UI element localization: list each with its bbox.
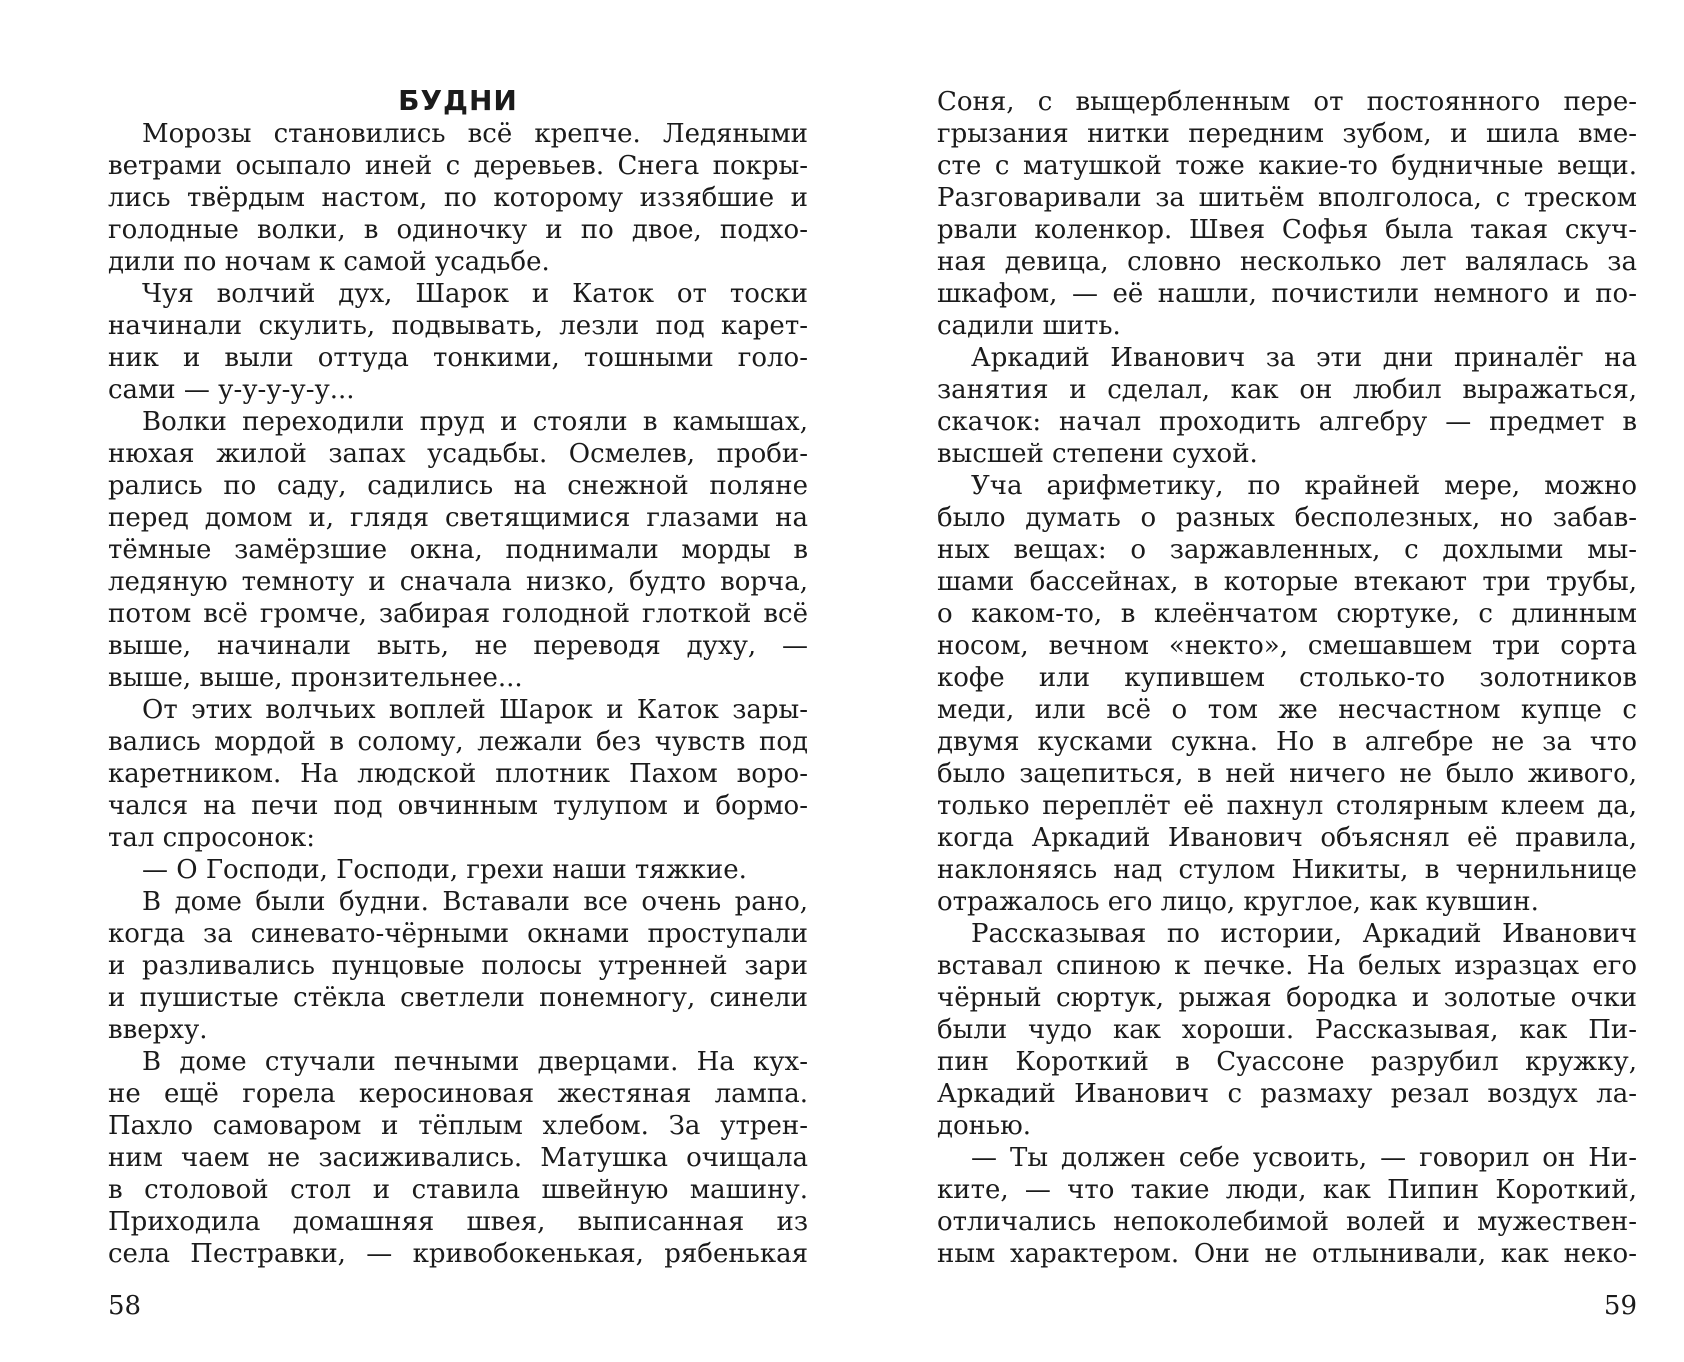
text-line: — О Господи, Господи, грехи наши тяжкие. (142, 855, 747, 885)
left-page-text (108, 118, 808, 1270)
text-line: Пахло самоваром и тёплым хлебом. За утрен- (108, 1111, 808, 1141)
text-line: шами бассейнах, в которые втекают три трубы, (937, 567, 1637, 597)
text-line: Приходила домашняя швея, выписанная из (108, 1207, 808, 1237)
text-line: меди, или всё о том же несчастном купце с (937, 695, 1637, 725)
text-line: рались по саду, садились на снежной поляне (108, 471, 808, 501)
text-line: Разговаривали за шитьём вполголоса, с треском (937, 183, 1637, 213)
text-line: лись твёрдым настом, по которому иззябшие и (108, 183, 808, 213)
text-line: ките, — что такие люди, как Пипин Короткий, (937, 1175, 1637, 1205)
text-line: в столовой стол и ставила швейную машину. (108, 1175, 808, 1205)
text-line: вверху. (108, 1015, 208, 1045)
text-line: наклоняясь над стулом Никиты, в чернильнице (937, 855, 1637, 885)
text-line: носом, вечном «некто», смешавшем три сорта (937, 631, 1637, 661)
text-line: нюхая жилой запах усадьбы. Осмелев, проби- (108, 439, 808, 469)
text-line: чёрный сюртук, рыжая бородка и золотые очки (937, 983, 1637, 1013)
text-line: ветрами осыпало иней с деревьев. Снега покры- (108, 151, 808, 181)
text-line: рвали коленкор. Швея Софья была такая скуч- (937, 215, 1637, 245)
left-page (108, 0, 808, 1362)
text-line: сте с матушкой тоже какие-то будничные вещи. (937, 151, 1637, 181)
text-line: Рассказывая по истории, Аркадий Иванович (971, 919, 1637, 949)
text-line: когда Аркадий Иванович объяснял её правила, (937, 823, 1637, 853)
text-line: каретником. На людской плотник Пахом воро- (108, 759, 808, 789)
text-line: только переплёт её пахнул столярным клеем да, (937, 791, 1637, 821)
text-line: Волки переходили пруд и стояли в камышах, (142, 407, 808, 437)
text-line: сами — у-у-у-у-у... (108, 375, 355, 405)
text-line: было зацепиться, в ней ничего не было живого, (937, 759, 1637, 789)
text-line: тёмные замёрзшие окна, поднимали морды в (108, 535, 808, 565)
page-number-right: 59 (1603, 1291, 1637, 1321)
chapter-title: БУДНИ (398, 84, 518, 117)
text-line: и пушистые стёкла светлели понемногу, синели (108, 983, 808, 1013)
text-line: вставал спиною к печке. На белых изразцах его (937, 951, 1637, 981)
text-line: выше, начинали выть, не переводя духу, — (108, 631, 808, 661)
text-line: двумя кусками сукна. Но в алгебре не за что (937, 727, 1637, 757)
text-line: ним чаем не засиживались. Матушка очищала (108, 1143, 808, 1173)
right-page-text (937, 86, 1637, 1270)
text-line: когда за синевато-чёрными окнами проступали (108, 919, 808, 949)
text-line: ная девица, словно несколько лет валялась за (937, 247, 1637, 277)
right-page (937, 0, 1637, 1362)
text-line: не ещё горела керосиновая жестяная лампа. (108, 1079, 808, 1109)
text-line: пин Короткий в Суассоне разрубил кружку, (937, 1047, 1637, 1077)
text-line: чался на печи под овчинным тулупом и бормо- (108, 791, 808, 821)
text-line: было думать о разных бесполезных, но забав- (937, 503, 1637, 533)
text-line: выше, выше, пронзительнее... (108, 663, 523, 693)
text-line: Соня, с выщербленным от постоянного пере- (937, 87, 1637, 117)
text-line: ник и выли оттуда тонкими, тошными голо- (108, 343, 808, 373)
text-line: Аркадий Иванович за эти дни приналёг на (971, 343, 1637, 373)
text-line: скачок: начал проходить алгебру — предмет в (937, 407, 1637, 437)
text-line: ным характером. Они не отлынивали, как неко- (937, 1239, 1637, 1269)
text-line: ных вещах: о заржавленных, с дохлыми мы- (937, 535, 1637, 565)
text-line: села Пестравки, — кривобокенькая, рябенькая (108, 1239, 808, 1269)
text-line: занятия и сделал, как он любил выражаться, (937, 375, 1637, 405)
text-line: дили по ночам к самой усадьбе. (108, 247, 550, 277)
text-line: От этих волчьих воплей Шарок и Каток зары- (142, 695, 808, 725)
text-line: кофе или купившем столько-то золотников (937, 663, 1637, 693)
text-line: садили шить. (937, 311, 1121, 341)
text-line: высшей степени сухой. (937, 439, 1258, 469)
text-line: шкафом, — её нашли, почистили немного и по- (937, 279, 1637, 309)
text-line: отражалось его лицо, круглое, как кувшин. (937, 887, 1539, 917)
text-line: перед домом и, глядя светящимися глазами на (108, 503, 808, 533)
text-line: начинали скулить, подвывать, лезли под карет- (108, 311, 808, 341)
text-line: отличались непоколебимой волей и мужествен- (937, 1207, 1637, 1237)
text-line: были чудо как хороши. Рассказывая, как Пи- (937, 1015, 1637, 1045)
text-line: и разливались пунцовые полосы утренней зари (108, 951, 808, 981)
text-line: потом всё громче, забирая голодной глоткой всё (108, 599, 808, 629)
page-number-left: 58 (108, 1291, 142, 1321)
text-line: Аркадий Иванович с размаху резал воздух ла- (937, 1079, 1637, 1109)
text-line: ледяную темноту и сначала низко, будто ворча, (108, 567, 808, 597)
text-line: донью. (937, 1111, 1032, 1141)
text-line: — Ты должен себе усвоить, — говорил он Ни- (971, 1143, 1637, 1173)
text-line: В доме стучали печными дверцами. На кух- (142, 1047, 808, 1077)
text-line: Уча арифметику, по крайней мере, можно (971, 471, 1637, 501)
text-line: Морозы становились всё крепче. Ледяными (142, 119, 808, 149)
text-line: грызания нитки передним зубом, и шила вме- (937, 119, 1637, 149)
text-line: Чуя волчий дух, Шарок и Каток от тоски (142, 279, 808, 309)
text-line: голодные волки, в одиночку и по двое, подхо- (108, 215, 808, 245)
text-line: вались мордой в солому, лежали без чувств под (108, 727, 808, 757)
text-line: В доме были будни. Вставали все очень рано, (142, 887, 808, 917)
text-line: о каком-то, в клеёнчатом сюртуке, с длинным (937, 599, 1637, 629)
text-line: тал спросонок: (108, 823, 316, 853)
